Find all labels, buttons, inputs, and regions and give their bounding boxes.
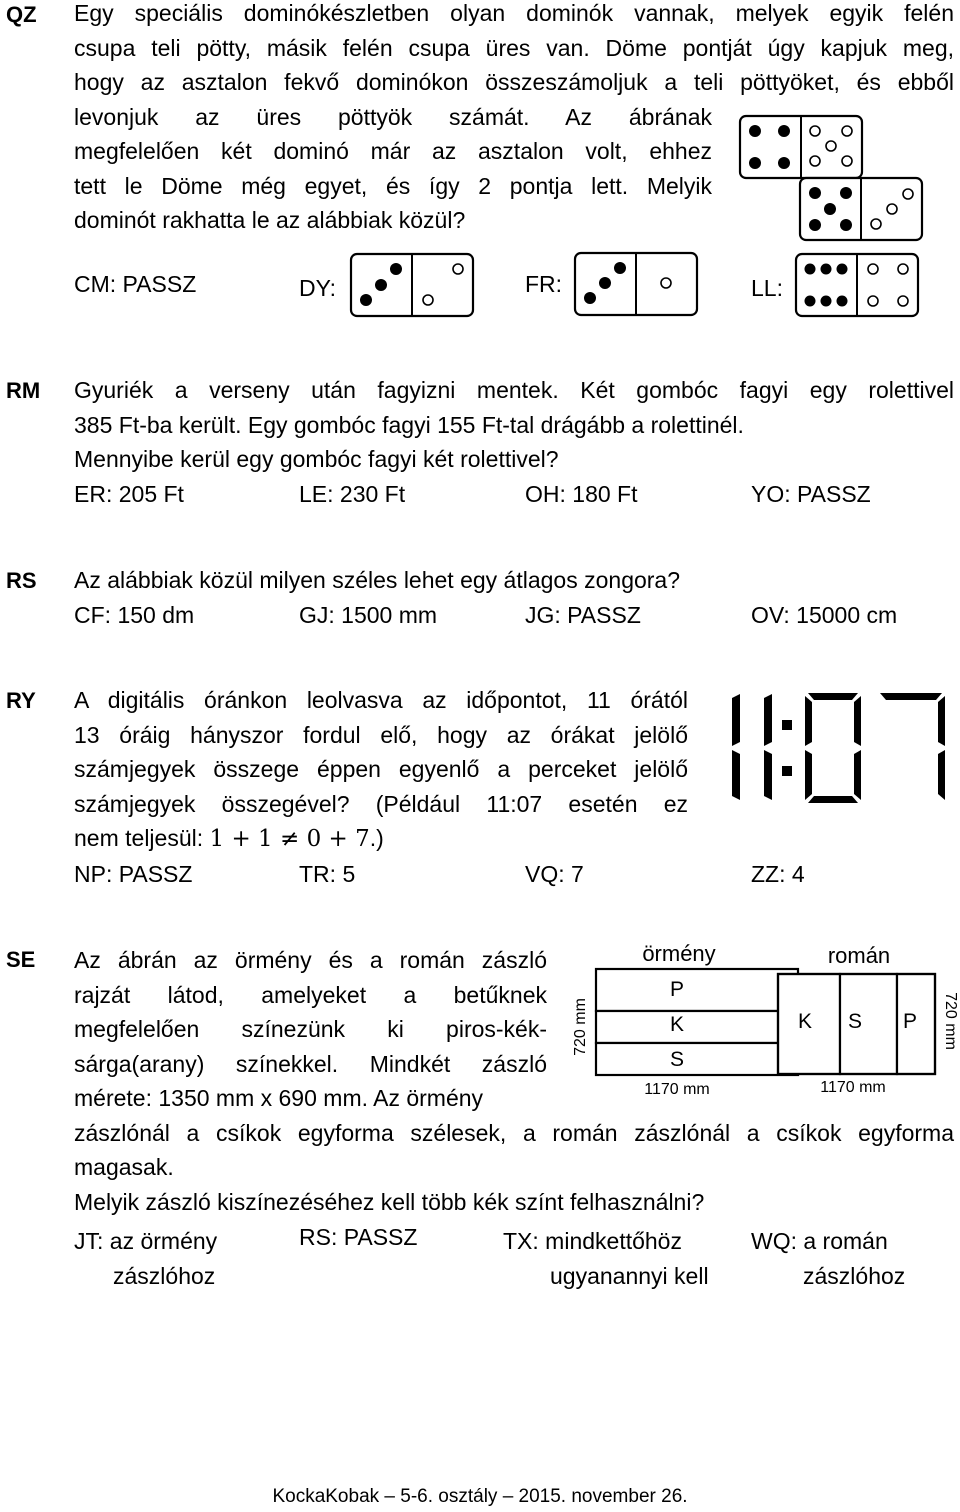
question-text-narrow — [74, 943, 547, 1116]
answer-rs[interactable]: RS: PASSZ — [299, 1224, 418, 1250]
answer-dominoes-figure — [0, 240, 960, 330]
digital-clock-display — [720, 692, 952, 804]
question-code: SE — [6, 947, 36, 972]
question-code: QZ — [6, 2, 37, 27]
answer-line: WQ: a román — [751, 1228, 888, 1254]
answer-fr[interactable]: FR: — [525, 271, 563, 297]
text-line: sárga(arany) színekkel. Mindkét zászló — [74, 1050, 547, 1077]
text-line: magasak. — [74, 1154, 174, 1180]
text-line: levonjuk az üres pöttyök számát. Az ábrának — [74, 103, 712, 130]
text-line: megfelelően két dominó már az asztalon volt, ehhez — [74, 138, 712, 164]
answer-tr[interactable]: TR: 5 — [299, 861, 356, 887]
text-line: Mennyibe kerül egy gombóc fagyi két rolettivel? — [74, 446, 559, 472]
answer-ov[interactable]: OV: 15000 cm — [751, 602, 898, 628]
answer-line: zászlóhoz — [803, 1262, 906, 1289]
stripe-label: S — [847, 1010, 863, 1033]
text-line: csupa teli pötty, másik felén csupa üres van. Döme pontját úgy kapjuk meg, — [74, 34, 954, 61]
text-line: hogy az asztalon fekvő dominókon összeszámoljuk a teli pöttyöket, és ebből — [74, 69, 954, 95]
answer-line: ugyanannyi kell — [550, 1262, 709, 1289]
answer-line: zászlóhoz — [113, 1262, 216, 1289]
text-fragment: .) — [369, 825, 384, 851]
question-code: RY — [6, 688, 36, 713]
text-fragment: nem teljesül: — [74, 825, 210, 851]
answer-le[interactable]: LE: 230 Ft — [299, 481, 406, 507]
answer-oh[interactable]: OH: 180 Ft — [525, 481, 638, 507]
answer-np[interactable]: NP: PASSZ — [74, 861, 193, 887]
answer-wq[interactable] — [751, 1224, 905, 1293]
answer-er[interactable]: ER: 205 Ft — [74, 481, 184, 507]
answer-jg[interactable]: JG: PASSZ — [525, 602, 641, 628]
width-label: 1170 mm — [820, 1079, 886, 1096]
math-expression: 1 + 1 ≠ 0 + 7 — [209, 826, 370, 852]
question-code: RS — [6, 568, 37, 593]
answer-zz[interactable]: ZZ: 4 — [751, 861, 805, 887]
domino-fr — [575, 253, 697, 315]
armenian-flag-title: örmény — [642, 941, 716, 966]
answer-gj[interactable]: GJ: 1500 mm — [299, 602, 438, 628]
question-text — [74, 683, 688, 857]
stripe-label: K — [669, 1013, 685, 1036]
text-line: dominót rakhatta le az alábbiak közül? — [74, 207, 466, 233]
text-line: Gyuriék a verseny után fagyizni mentek. Két gombóc fagyi egy rolettivel — [74, 377, 954, 403]
text-line: Az ábrán az örmény és a román zászló — [74, 947, 547, 973]
answer-line: JT: az örmény — [74, 1228, 218, 1254]
text-line: Egy speciális dominókészletben olyan dominók vannak, melyek egyik felén — [74, 0, 954, 26]
height-label: 720 mm — [942, 992, 959, 1050]
answer-ll[interactable]: LL: — [751, 275, 783, 301]
text-line: 385 Ft-ba került. Egy gombóc fagyi 155 Ft-tal drágább a rolettinél. — [74, 411, 744, 438]
question-text — [74, 1116, 954, 1220]
domino-ll — [796, 254, 918, 316]
text-line: A digitális óránkon leolvasva az időpontot, 11 órától — [74, 687, 688, 713]
armenian-flag — [572, 941, 798, 1098]
answer-cf[interactable]: CF: 150 dm — [74, 602, 195, 628]
question-code: RM — [6, 378, 41, 403]
text-line: Melyik zászló kiszínezéséhez kell több kék színt felhasználni? — [74, 1188, 705, 1215]
stripe-label: S — [669, 1048, 685, 1071]
answer-tx[interactable] — [503, 1224, 709, 1293]
stripe-label: K — [797, 1010, 813, 1033]
answer-jt[interactable] — [74, 1224, 217, 1293]
romanian-flag — [778, 943, 959, 1096]
text-line: tett le Döme még egyet, és így 2 pontja lett. Melyik — [74, 172, 712, 199]
romanian-flag-title: román — [827, 943, 891, 968]
text-line: rajzát látod, amelyeket a betűknek — [74, 981, 547, 1008]
text-line: számjegyek összege éppen egyenlő a perceket jelölő — [74, 756, 688, 782]
text-line: Az alábbiak közül milyen széles lehet egy átlagos zongora? — [74, 567, 681, 593]
answer-line: TX: mindkettőhöz — [503, 1228, 682, 1254]
text-line — [74, 821, 688, 857]
stripe-label: P — [669, 978, 685, 1001]
flags-figure — [560, 935, 960, 1105]
domino-dy — [351, 254, 473, 316]
answer-cm[interactable]: CM: PASSZ — [74, 271, 197, 297]
text-line: 13 óráig hányszor fordul elő, hogy az órákat jelölő — [74, 721, 688, 748]
page-footer: KockaKobak – 5-6. osztály – 2015. november 26. — [272, 1486, 688, 1507]
answer-dy[interactable]: DY: — [299, 275, 337, 301]
text-line: mérete: 1350 mm x 690 mm. Az örmény — [74, 1085, 484, 1111]
question-text — [74, 563, 954, 598]
text-line: zászlónál a csíkok egyforma szélesek, a román zászlónál a csíkok egyforma — [74, 1119, 954, 1146]
stripe-label: P — [902, 1010, 918, 1033]
text-line: megfelelően színezünk ki piros-kék- — [74, 1016, 547, 1042]
domino-on-table-1 — [740, 116, 862, 178]
width-label: 1170 mm — [644, 1081, 710, 1098]
answer-yo[interactable]: YO: PASSZ — [751, 481, 871, 507]
domino-on-table-2 — [800, 178, 922, 240]
height-label: 720 mm — [572, 998, 589, 1056]
text-line: számjegyek összegével? (Például 11:07 esetén ez — [74, 790, 688, 817]
question-text — [74, 373, 954, 477]
answer-vq[interactable]: VQ: 7 — [525, 861, 584, 887]
